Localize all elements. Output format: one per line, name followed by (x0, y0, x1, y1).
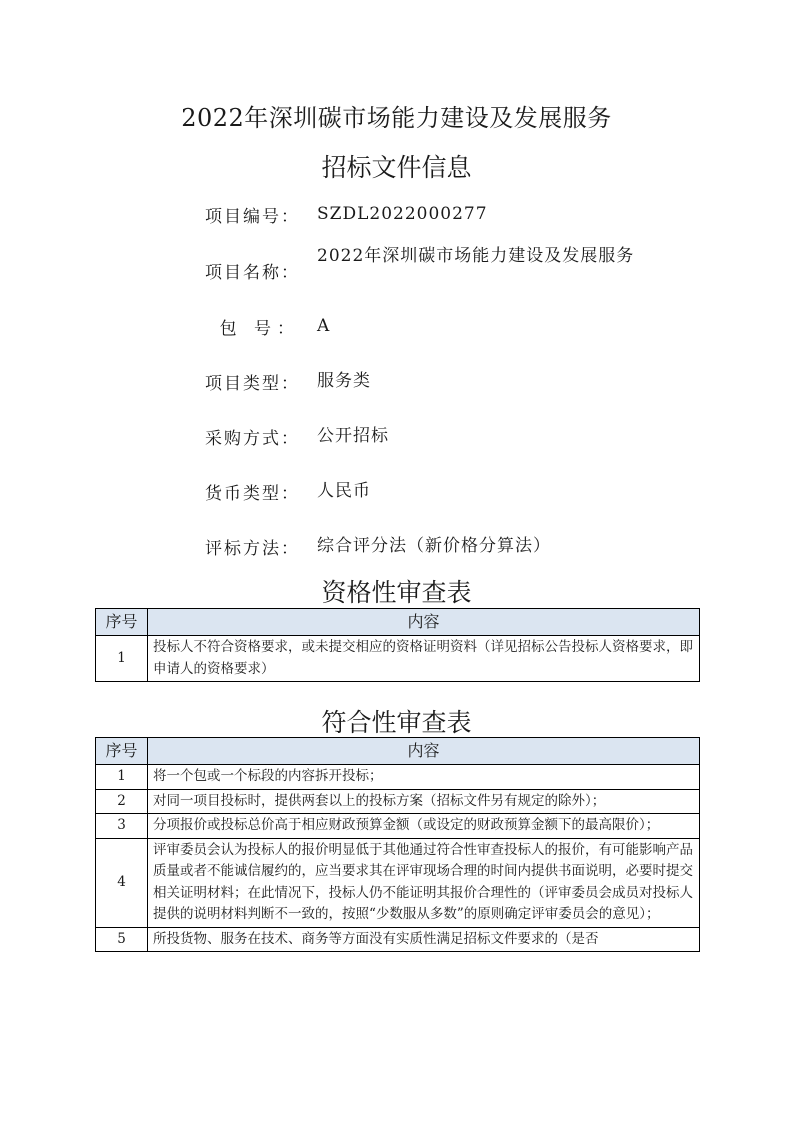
qualification-review-table (95, 608, 700, 682)
info-label: 评标方法： (205, 539, 300, 559)
column-header-content: 内容 (148, 609, 700, 636)
info-value: SZDL2022000277 (317, 204, 488, 224)
row-content: 所投货物、服务在技术、商务等方面没有实质性满足招标文件要求的（是否 (148, 927, 700, 952)
table-header-row (96, 738, 700, 765)
document-title: 2022年深圳碳市场能力建设及发展服务 (181, 104, 612, 132)
qualification-review-title: 资格性审查表 (321, 578, 472, 607)
table-row (96, 814, 700, 839)
info-label: 项目编号： (205, 207, 300, 227)
table-row (96, 927, 700, 952)
info-value: 人民币 (317, 481, 371, 501)
info-value: A (317, 316, 331, 336)
info-value: 公开招标 (317, 426, 389, 446)
info-label: 采购方式： (205, 429, 300, 449)
row-content: 投标人不符合资格要求，或未提交相应的资格证明资料（详见招标公告投标人资格要求，即申请人的资格要求） (148, 636, 700, 682)
row-number: 2 (96, 789, 148, 814)
table-header-row (96, 609, 700, 636)
table-row (96, 789, 700, 814)
row-number: 1 (96, 765, 148, 790)
row-content: 对同一项目投标时，提供两套以上的投标方案（招标文件另有规定的除外）； (148, 789, 700, 814)
column-header-content: 内容 (148, 738, 700, 765)
row-number: 1 (96, 636, 148, 682)
info-value: 综合评分法（新价格分算法） (317, 536, 551, 556)
table-row (96, 765, 700, 790)
info-label: 包 号： (219, 319, 300, 339)
info-label: 项目类型： (205, 374, 300, 394)
table-row (96, 838, 700, 927)
info-value: 2022年深圳碳市场能力建设及发展服务 (317, 246, 635, 266)
conformity-review-title: 符合性审查表 (321, 708, 472, 737)
info-label: 项目名称： (205, 263, 300, 283)
row-number: 3 (96, 814, 148, 839)
info-value: 服务类 (317, 371, 371, 391)
row-number: 5 (96, 927, 148, 952)
row-content: 将一个包或一个标段的内容拆开投标； (148, 765, 700, 790)
info-label: 货币类型： (205, 484, 300, 504)
tender-info-title: 招标文件信息 (321, 153, 472, 182)
column-header-number: 序号 (96, 738, 148, 765)
row-number: 4 (96, 838, 148, 927)
table-row (96, 636, 700, 682)
conformity-review-table (95, 737, 700, 952)
row-content: 分项报价或投标总价高于相应财政预算金额（或设定的财政预算金额下的最高限价）； (148, 814, 700, 839)
row-content: 评审委员会认为投标人的报价明显低于其他通过符合性审查投标人的报价，有可能影响产品质量或者不能诚信履约的，应当要求其在评审现场合理的时间内提供书面说明，必要时提交相关证明材料；在此情况下，投标人仍不能证明其报价合理性的（评审委员会成员对投标人提供的说明材料判断不一致的，按照“少数服从多数”的原则确定评审委员会的意见）； (148, 838, 700, 927)
column-header-number: 序号 (96, 609, 148, 636)
